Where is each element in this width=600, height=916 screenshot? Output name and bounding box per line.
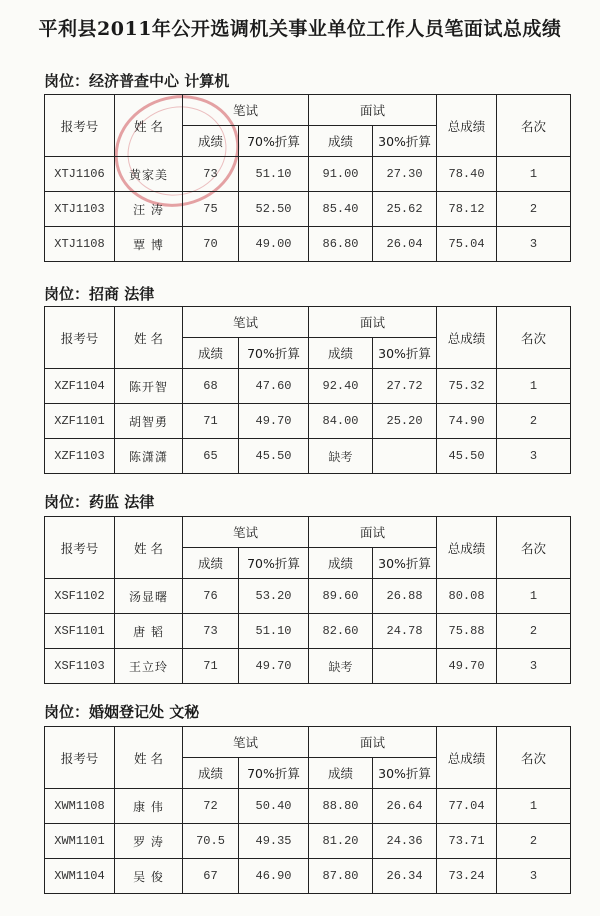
cell-exam-no: XSF1101 (45, 614, 115, 649)
cell-exam-no: XSF1102 (45, 579, 115, 614)
cell-total: 75.88 (437, 614, 497, 649)
header-exam-no: 报考号 (45, 727, 115, 789)
header-written-score: 成绩 (183, 548, 239, 579)
header-written: 笔试 (183, 95, 309, 126)
cell-written-score: 65 (183, 439, 239, 474)
cell-interview-score: 缺考 (309, 439, 373, 474)
header-interview-score: 成绩 (309, 126, 373, 157)
header-interview: 面试 (309, 727, 437, 758)
scores-table (44, 306, 571, 474)
header-name: 姓 名 (115, 95, 183, 157)
cell-rank: 2 (497, 192, 571, 227)
header-name: 姓 名 (115, 727, 183, 789)
cell-written-70: 49.70 (239, 649, 309, 684)
cell-total: 78.40 (437, 157, 497, 192)
cell-name: 陈潇潇 (115, 439, 183, 474)
cell-total: 75.04 (437, 227, 497, 262)
header-written-70: 70%折算 (239, 758, 309, 789)
cell-name: 胡智勇 (115, 404, 183, 439)
cell-exam-no: XTJ1108 (45, 227, 115, 262)
header-name: 姓 名 (115, 307, 183, 369)
header-rank: 名次 (497, 517, 571, 579)
scores-table (44, 516, 571, 684)
cell-written-70: 47.60 (239, 369, 309, 404)
header-rank: 名次 (497, 95, 571, 157)
cell-rank: 3 (497, 439, 571, 474)
cell-interview-score: 89.60 (309, 579, 373, 614)
post-heading: 岗位：药监 法律 (44, 493, 155, 511)
header-written: 笔试 (183, 517, 309, 548)
cell-interview-30: 27.72 (373, 369, 437, 404)
header-written: 笔试 (183, 727, 309, 758)
cell-interview-score: 92.40 (309, 369, 373, 404)
cell-written-score: 72 (183, 789, 239, 824)
cell-rank: 2 (497, 404, 571, 439)
cell-interview-30: 26.64 (373, 789, 437, 824)
cell-written-score: 73 (183, 614, 239, 649)
cell-total: 80.08 (437, 579, 497, 614)
cell-rank: 1 (497, 157, 571, 192)
cell-total: 77.04 (437, 789, 497, 824)
cell-total: 73.24 (437, 859, 497, 894)
header-written-70: 70%折算 (239, 548, 309, 579)
table-row (45, 157, 571, 192)
header-written-70: 70%折算 (239, 338, 309, 369)
cell-rank: 2 (497, 614, 571, 649)
cell-interview-score: 84.00 (309, 404, 373, 439)
header-exam-no: 报考号 (45, 517, 115, 579)
header-interview: 面试 (309, 95, 437, 126)
header-interview-30: 30%折算 (373, 548, 437, 579)
scores-table (44, 726, 571, 894)
cell-interview-30: 25.62 (373, 192, 437, 227)
cell-interview-score: 87.80 (309, 859, 373, 894)
cell-total: 74.90 (437, 404, 497, 439)
header-interview: 面试 (309, 307, 437, 338)
table-row (45, 192, 571, 227)
header-total: 总成绩 (437, 307, 497, 369)
header-name: 姓 名 (115, 517, 183, 579)
page-title: 平利县2011年公开选调机关事业单位工作人员笔面试总成绩 (38, 18, 562, 40)
cell-interview-score: 82.60 (309, 614, 373, 649)
cell-exam-no: XWM1101 (45, 824, 115, 859)
cell-written-70: 46.90 (239, 859, 309, 894)
cell-interview-score: 85.40 (309, 192, 373, 227)
table-row (45, 824, 571, 859)
table-row (45, 227, 571, 262)
cell-written-score: 70 (183, 227, 239, 262)
cell-written-70: 49.00 (239, 227, 309, 262)
cell-name: 罗 涛 (115, 824, 183, 859)
cell-exam-no: XTJ1103 (45, 192, 115, 227)
cell-interview-30: 24.36 (373, 824, 437, 859)
header-total: 总成绩 (437, 727, 497, 789)
header-interview-score: 成绩 (309, 338, 373, 369)
cell-total: 49.70 (437, 649, 497, 684)
header-total: 总成绩 (437, 517, 497, 579)
cell-written-70: 53.20 (239, 579, 309, 614)
header-interview-30: 30%折算 (373, 338, 437, 369)
cell-written-70: 49.35 (239, 824, 309, 859)
cell-interview-30: 27.30 (373, 157, 437, 192)
header-rank: 名次 (497, 727, 571, 789)
cell-interview-score: 86.80 (309, 227, 373, 262)
header-row (45, 727, 571, 758)
cell-name: 唐 韬 (115, 614, 183, 649)
cell-rank: 2 (497, 824, 571, 859)
cell-name: 黄家美 (115, 157, 183, 192)
cell-written-score: 67 (183, 859, 239, 894)
cell-exam-no: XSF1103 (45, 649, 115, 684)
cell-rank: 3 (497, 649, 571, 684)
cell-exam-no: XWM1104 (45, 859, 115, 894)
cell-interview-score: 88.80 (309, 789, 373, 824)
post-heading: 岗位：婚姻登记处 文秘 (44, 703, 200, 721)
header-interview-score: 成绩 (309, 758, 373, 789)
cell-interview-30: 26.88 (373, 579, 437, 614)
cell-exam-no: XWM1108 (45, 789, 115, 824)
cell-written-score: 71 (183, 404, 239, 439)
cell-written-70: 52.50 (239, 192, 309, 227)
header-exam-no: 报考号 (45, 95, 115, 157)
cell-rank: 1 (497, 789, 571, 824)
cell-interview-score: 91.00 (309, 157, 373, 192)
cell-exam-no: XZF1103 (45, 439, 115, 474)
cell-interview-30: 24.78 (373, 614, 437, 649)
header-row (45, 517, 571, 548)
cell-written-score: 71 (183, 649, 239, 684)
cell-interview-30 (373, 649, 437, 684)
cell-written-70: 50.40 (239, 789, 309, 824)
cell-exam-no: XTJ1106 (45, 157, 115, 192)
table-row (45, 579, 571, 614)
cell-name: 陈开智 (115, 369, 183, 404)
table-row (45, 789, 571, 824)
header-written-score: 成绩 (183, 126, 239, 157)
cell-total: 75.32 (437, 369, 497, 404)
header-interview-30: 30%折算 (373, 126, 437, 157)
header-exam-no: 报考号 (45, 307, 115, 369)
cell-exam-no: XZF1104 (45, 369, 115, 404)
cell-rank: 1 (497, 579, 571, 614)
cell-rank: 3 (497, 227, 571, 262)
cell-written-70: 51.10 (239, 614, 309, 649)
cell-name: 康 伟 (115, 789, 183, 824)
header-written-70: 70%折算 (239, 126, 309, 157)
cell-interview-score: 81.20 (309, 824, 373, 859)
cell-rank: 1 (497, 369, 571, 404)
cell-total: 73.71 (437, 824, 497, 859)
cell-interview-30: 26.34 (373, 859, 437, 894)
table-row (45, 369, 571, 404)
cell-written-score: 68 (183, 369, 239, 404)
post-heading: 岗位：经济普查中心 计算机 (44, 72, 230, 90)
header-written-score: 成绩 (183, 338, 239, 369)
table-row (45, 404, 571, 439)
cell-written-70: 49.70 (239, 404, 309, 439)
cell-name: 覃 博 (115, 227, 183, 262)
header-written: 笔试 (183, 307, 309, 338)
cell-written-70: 45.50 (239, 439, 309, 474)
cell-written-score: 75 (183, 192, 239, 227)
cell-rank: 3 (497, 859, 571, 894)
cell-written-70: 51.10 (239, 157, 309, 192)
table-row (45, 614, 571, 649)
cell-name: 汪 涛 (115, 192, 183, 227)
table-row (45, 859, 571, 894)
cell-name: 汤显曙 (115, 579, 183, 614)
cell-exam-no: XZF1101 (45, 404, 115, 439)
cell-written-score: 73 (183, 157, 239, 192)
cell-total: 45.50 (437, 439, 497, 474)
header-written-score: 成绩 (183, 758, 239, 789)
table-row (45, 649, 571, 684)
cell-interview-30 (373, 439, 437, 474)
cell-total: 78.12 (437, 192, 497, 227)
header-row (45, 95, 571, 126)
table-row (45, 439, 571, 474)
cell-written-score: 70.5 (183, 824, 239, 859)
scores-table (44, 94, 571, 262)
header-row (45, 307, 571, 338)
cell-interview-30: 25.20 (373, 404, 437, 439)
header-interview: 面试 (309, 517, 437, 548)
cell-written-score: 76 (183, 579, 239, 614)
header-interview-30: 30%折算 (373, 758, 437, 789)
header-total: 总成绩 (437, 95, 497, 157)
header-interview-score: 成绩 (309, 548, 373, 579)
cell-interview-30: 26.04 (373, 227, 437, 262)
cell-interview-score: 缺考 (309, 649, 373, 684)
cell-name: 吴 俊 (115, 859, 183, 894)
header-rank: 名次 (497, 307, 571, 369)
post-heading: 岗位：招商 法律 (44, 285, 155, 303)
cell-name: 王立玲 (115, 649, 183, 684)
